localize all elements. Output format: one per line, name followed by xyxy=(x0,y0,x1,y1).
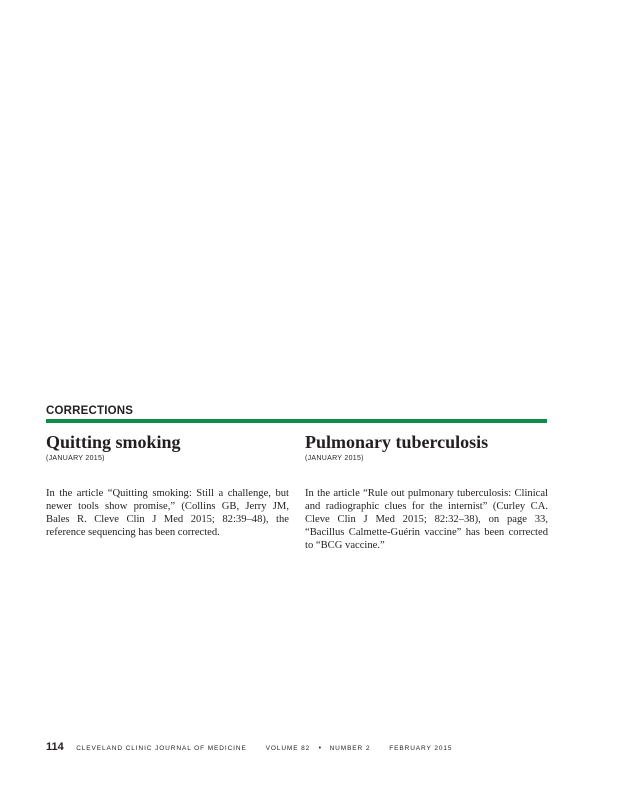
footer-separator: • xyxy=(318,745,322,752)
issue-number: NUMBER 2 xyxy=(329,745,371,752)
correction-pulmonary-tuberculosis xyxy=(305,430,548,552)
correction-date: (JANUARY 2015) xyxy=(305,455,364,462)
correction-title: Quitting smoking xyxy=(46,432,181,452)
page-number: 114 xyxy=(46,741,64,753)
correction-quitting-smoking xyxy=(46,430,289,539)
correction-title: Pulmonary tuberculosis xyxy=(305,432,489,452)
correction-date: (JANUARY 2015) xyxy=(46,455,105,462)
issue-date: FEBRUARY 2015 xyxy=(389,745,453,752)
page-footer xyxy=(46,737,452,755)
section-label: CORRECTIONS xyxy=(46,405,134,417)
correction-body: In the article “Rule out pulmonary tuberculosis: Clinical and radiographic clues for the internist” (Curley CA. Cleve Clin J Med 2015; 82:32–38), on page 33, “Bacillus Calmette-Guérin vaccine” has been corrected to “BCG vaccine.” xyxy=(305,488,548,551)
correction-body: In the article “Quitting smoking: Still a challenge, but newer tools show promise,” (Collins GB, Jerry JM, Bales R. Cleve Clin J Med 2015; 82:39–48), the reference sequencing has been corrected. xyxy=(46,488,289,538)
section-divider xyxy=(46,419,547,423)
journal-name: CLEVELAND CLINIC JOURNAL OF MEDICINE xyxy=(76,745,247,752)
volume-label: VOLUME 82 xyxy=(265,745,311,752)
